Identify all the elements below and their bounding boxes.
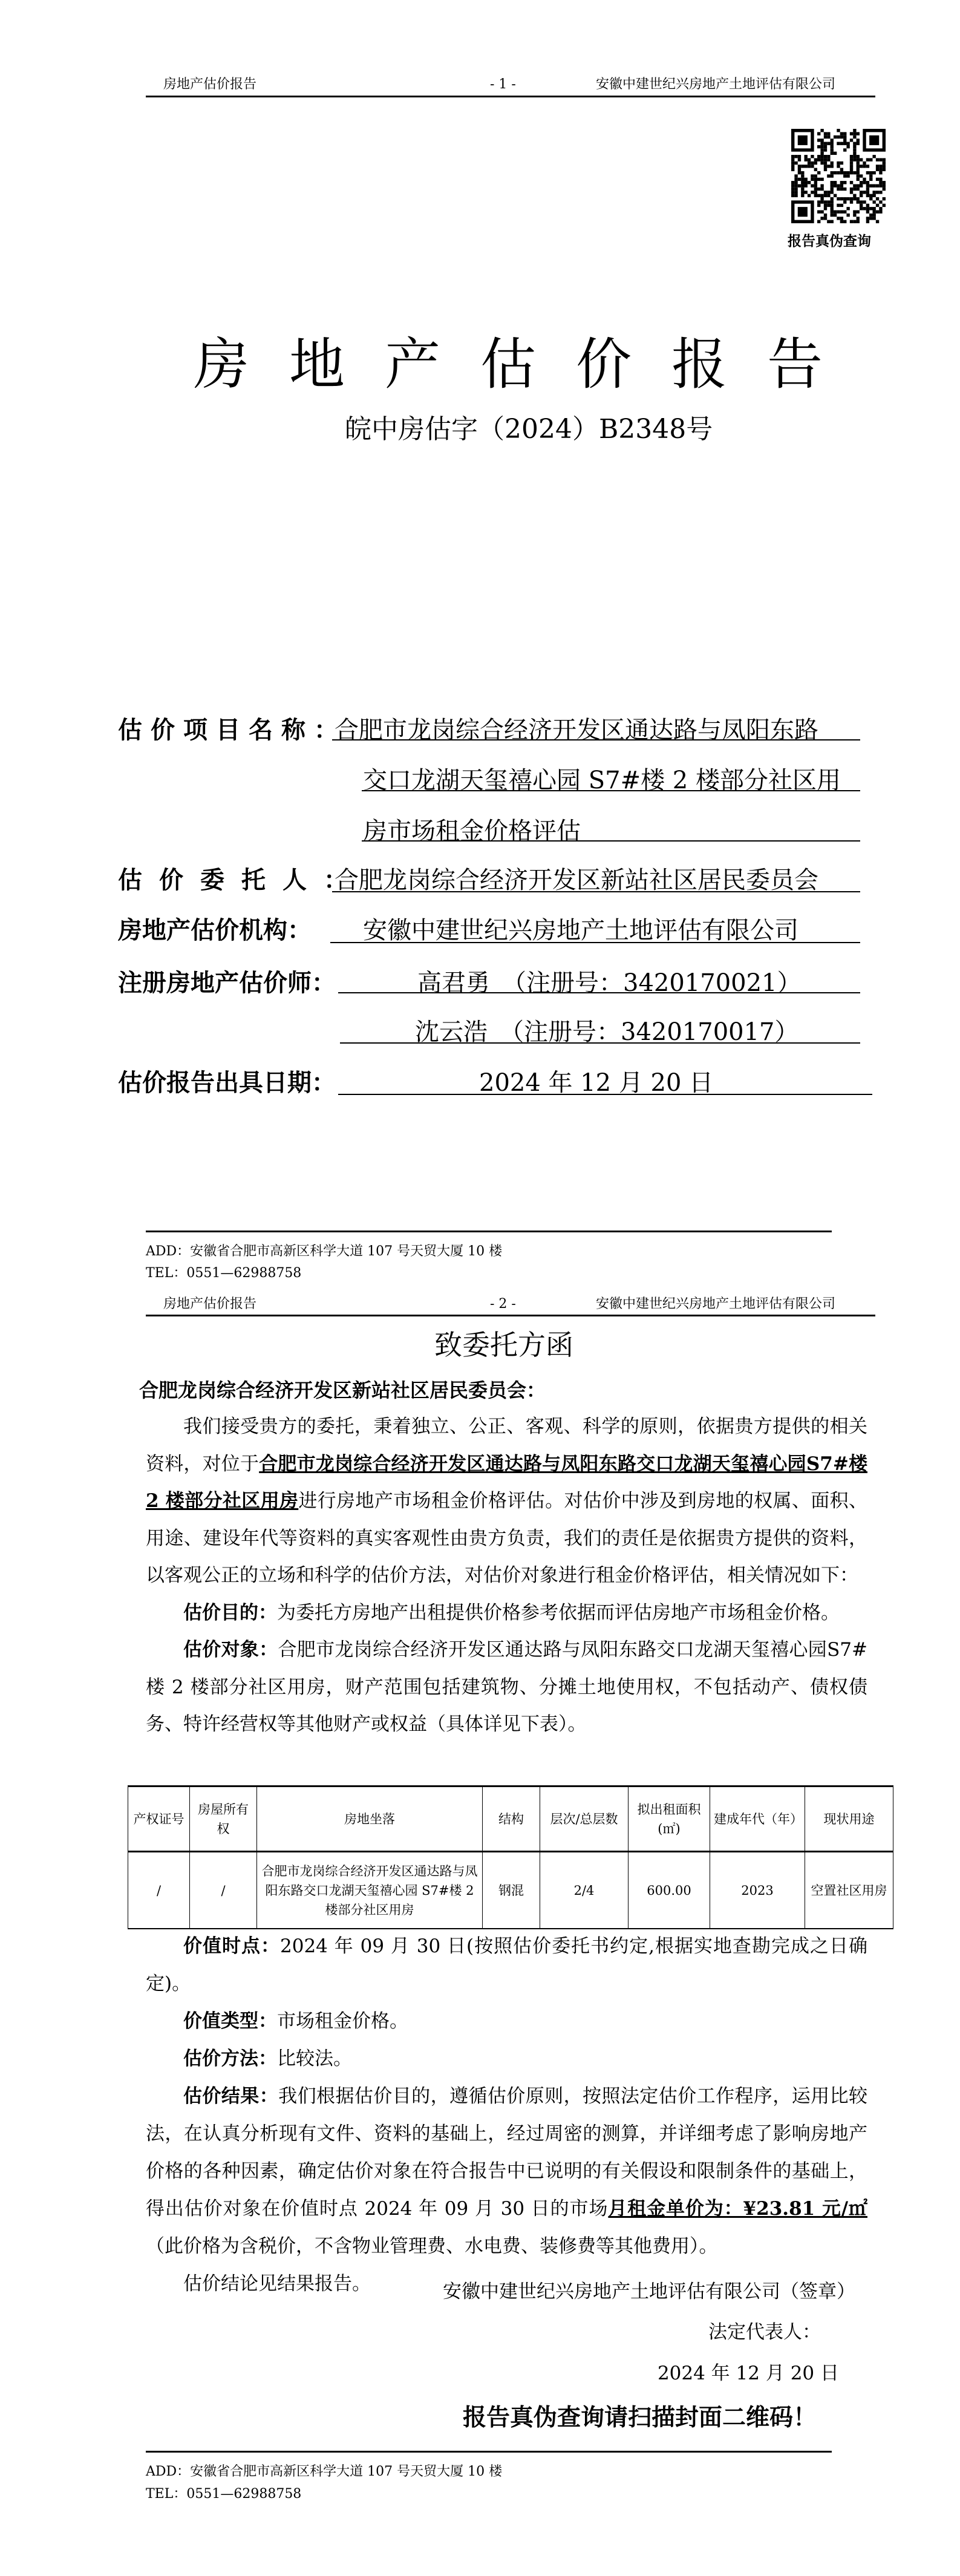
footer-divider — [146, 2451, 832, 2453]
property-table — [128, 1785, 893, 1929]
addressee: 合肥龙岗综合经济开发区新站社区居民委员会： — [139, 1379, 546, 1402]
project-line-3: 房市场租金价格评估 — [363, 817, 581, 845]
underline — [330, 942, 860, 943]
table-header: 建成年代（年） — [710, 1787, 805, 1852]
property-address: 合肥市龙岗综合经济开发区通达路与凤阳东路交口龙湖天玺禧心园S7#楼 2 楼部分社区用房 — [146, 1453, 868, 1512]
page-number: - 1 - — [490, 77, 516, 92]
unit-rent-price: 月租金单价为：¥23.81 元/㎡ — [608, 2198, 867, 2220]
date-label: 估价报告出具日期： — [118, 1068, 336, 1097]
footer-phone: TEL：0551—62988758 — [146, 2486, 302, 2502]
table-header: 层次/总层数 — [540, 1787, 629, 1852]
result-paragraph — [146, 2077, 867, 2265]
table-header: 现状用途 — [805, 1787, 893, 1852]
intro-paragraph — [146, 1408, 867, 1595]
method-text: 比较法。 — [277, 2048, 352, 2070]
appraiser-label: 注册房地产估价师： — [118, 969, 336, 997]
intro-text-cont: 进行房地产市场租金价格评估。对估价中涉及到房地的权属、面积、用途、建设年代等资料的真实客观性由贵方负责，我们的责任是依据贵方提供的资料，以客观公正的立场和科学的估价方法，对估价对象进行租金价格评估，相关情况如下： — [146, 1490, 867, 1586]
purpose-text: 为委托方房地产出租提供价格参考依据而评估房地产市场租金价格。 — [277, 1601, 840, 1624]
purpose-paragraph — [146, 1595, 867, 1632]
report-title: 房地产估价报告 — [194, 332, 863, 397]
table-cell: 2/4 — [540, 1852, 629, 1929]
table-row — [128, 1852, 893, 1929]
value-type-text: 市场租金价格。 — [277, 2010, 408, 2032]
header-company: 安徽中建世纪兴房地产土地评估有限公司 — [596, 77, 836, 92]
client-label: 估价委托人： — [118, 866, 365, 894]
header-company: 安徽中建世纪兴房地产土地评估有限公司 — [596, 1296, 836, 1312]
letter-details — [146, 1927, 867, 2303]
purpose-label: 估价目的： — [183, 1601, 277, 1624]
underline — [332, 739, 860, 740]
date-value: 2024 年 12 月 20 日 — [479, 1069, 714, 1097]
value-type-paragraph — [146, 2002, 867, 2040]
agency-label: 房地产估价机构： — [118, 916, 312, 944]
client-value: 合肥龙岗综合经济开发区新站社区居民委员会 — [335, 866, 818, 894]
method-paragraph — [146, 2040, 867, 2077]
value-date-text: 2024 年 09 月 30 日(按照估价委托书约定,根据实地查勘完成之日确定)。 — [146, 1935, 867, 1995]
table-cell: / — [128, 1852, 190, 1929]
project-line-2: 交口龙湖天玺禧心园 S7#楼 2 楼部分社区用 — [363, 767, 841, 794]
project-label: 估价项目名称： — [118, 716, 347, 744]
table-cell: 钢混 — [483, 1852, 540, 1929]
verify-notice: 报告真伪查询请扫描封面二维码！ — [463, 2404, 817, 2431]
value-date-label: 价值时点： — [183, 1935, 280, 1957]
signer: 安徽中建世纪兴房地产土地评估有限公司（签章） — [443, 2281, 855, 2303]
object-text: 合肥市龙岗综合经济开发区通达路与凤阳东路交口龙湖天玺禧心园S7#楼 2 楼部分社区用房，财产范围包括建筑物、分摊土地使用权，不包括动产、债权债务、特许经营权等其他财产或权益（具体详见下表）。 — [146, 1639, 867, 1735]
header-divider — [146, 96, 875, 97]
appraiser-2: 沈云浩 （注册号：3420170017） — [415, 1018, 799, 1046]
underline — [338, 992, 860, 993]
table-header: 房屋所有权 — [190, 1787, 257, 1852]
letter-date: 2024 年 12 月 20 日 — [657, 2362, 839, 2384]
underline — [362, 790, 860, 791]
header-divider — [146, 1315, 875, 1316]
project-line-1: 合肥市龙岗综合经济开发区通达路与凤阳东路 — [335, 716, 818, 744]
object-label: 估价对象： — [183, 1639, 278, 1661]
underline — [332, 891, 860, 892]
table-header: 房地坐落 — [257, 1787, 483, 1852]
result-label: 估价结果： — [183, 2085, 279, 2107]
underline — [362, 840, 860, 842]
table-cell: 合肥市龙岗综合经济开发区通达路与凤阳东路交口龙湖天玺禧心园 S7#楼 2 楼部分社区用房 — [257, 1852, 483, 1929]
footer-address: ADD：安徽省合肥市高新区科学大道 107 号天贸大厦 10 楼 — [146, 1244, 503, 1259]
footer-address: ADD：安徽省合肥市高新区科学大道 107 号天贸大厦 10 楼 — [146, 2464, 503, 2479]
result-text: 我们根据估价目的，遵循估价原则，按照法定估价工作程序，运用比较法，在认真分析现有文件、资料的基础上，经过周密的测算，并详细考虑了影响房地产价格的各种因素，确定估价对象在符合报告中已说明的有关假设和限制条件的基础上，得出估价对象在价值时点 2024 年 09 月 30 日的市场 — [146, 2085, 868, 2220]
table-header: 结构 — [483, 1787, 540, 1852]
appraiser-1: 高君勇 （注册号：3420170021） — [417, 969, 802, 997]
header-title: 房地产估价报告 — [163, 1296, 257, 1312]
object-paragraph — [146, 1632, 867, 1744]
footer-phone: TEL：0551—62988758 — [146, 1266, 302, 1281]
agency-value: 安徽中建世纪兴房地产土地评估有限公司 — [363, 917, 798, 944]
footer-divider — [146, 1231, 832, 1232]
conclusion-paragraph: 估价结论见结果报告。 — [183, 2273, 371, 2295]
table-cell: 2023 — [710, 1852, 805, 1929]
table-cell: / — [190, 1852, 257, 1929]
method-label: 估价方法： — [183, 2048, 277, 2070]
qr-label: 报告真伪查询 — [788, 233, 871, 249]
table-header: 拟出租面积(㎡) — [629, 1787, 710, 1852]
letter-title: 致委托方函 — [434, 1329, 573, 1361]
letter-intro — [146, 1408, 867, 1744]
value-date-paragraph — [146, 1927, 867, 2002]
table-header-row — [128, 1787, 893, 1852]
underline — [338, 1094, 872, 1095]
report-number: 皖中房估字（2024）B2348号 — [345, 414, 713, 445]
table-cell: 空置社区用房 — [805, 1852, 893, 1929]
qr-code-icon[interactable] — [791, 129, 886, 223]
table-cell: 600.00 — [629, 1852, 710, 1929]
header-title: 房地产估价报告 — [163, 77, 257, 92]
value-type-label: 价值类型： — [183, 2010, 277, 2032]
legal-representative: 法定代表人： — [708, 2321, 821, 2343]
result-note: （此价格为含税价，不含物业管理费、水电费、装修费等其他费用）。 — [146, 2235, 718, 2257]
underline — [340, 1042, 860, 1044]
page-number: - 2 - — [490, 1296, 516, 1312]
table-header: 产权证号 — [128, 1787, 190, 1852]
intro-text: 我们接受贵方的委托，秉着独立、公正、客观、科学的原则，依据贵方提供的相关资料，对位于 — [146, 1416, 867, 1475]
